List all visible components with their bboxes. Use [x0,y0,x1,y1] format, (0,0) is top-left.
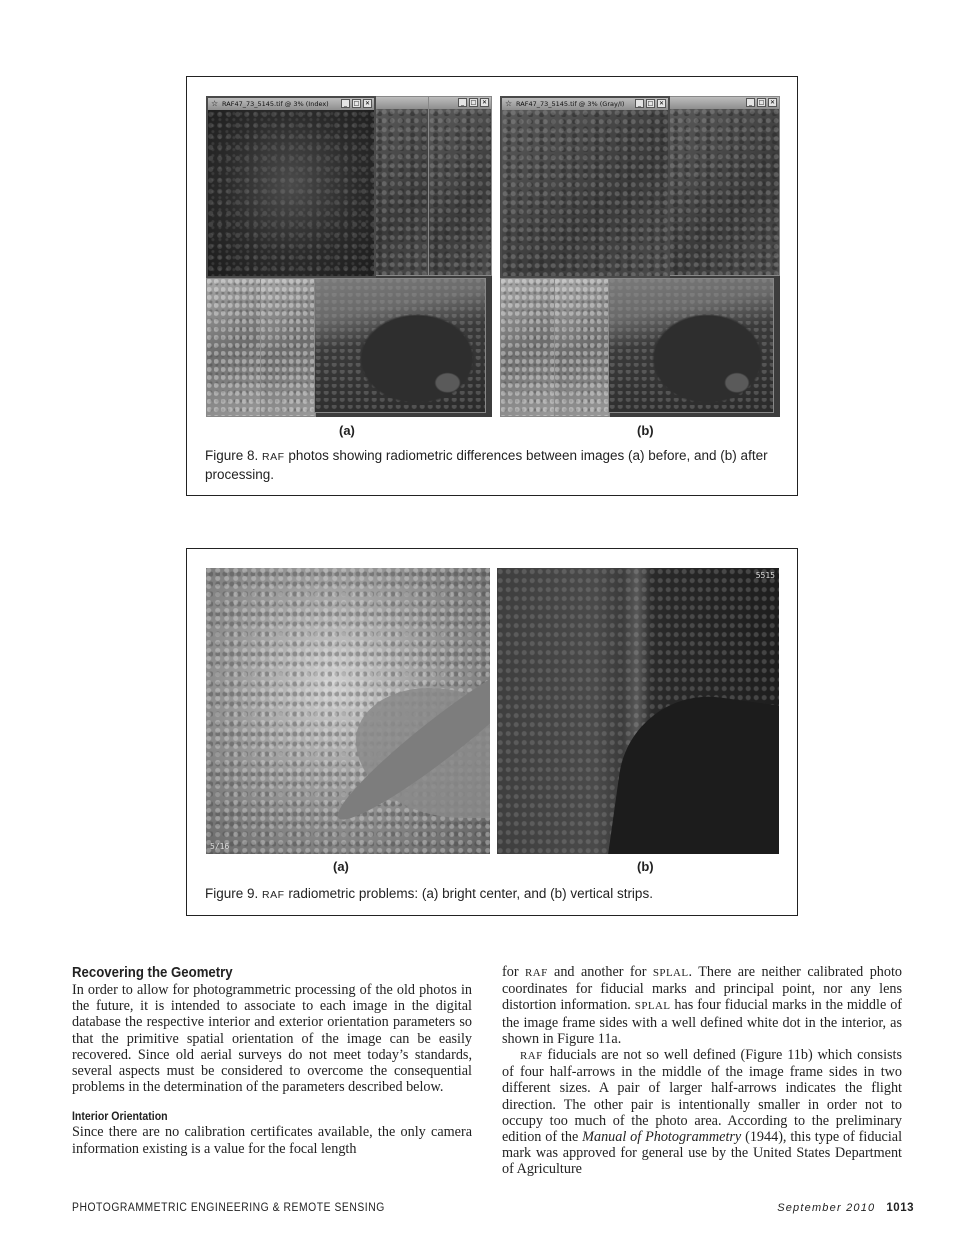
aerial-image [502,110,668,276]
minimize-icon[interactable]: _ [341,99,350,108]
background-window [260,278,316,417]
paragraph [502,964,902,1047]
close-icon[interactable]: ✕ [769,99,776,106]
paragraph: Since there are no calibration certificates available, the only camera information existing is a value for the focal length [72,1124,472,1157]
minimize-icon[interactable]: _ [458,98,467,107]
acronym: RAF [524,967,548,979]
subfigure-label-b: (b) [637,423,654,438]
photoshop-icon: ☆ [505,99,513,108]
minimize-icon[interactable]: _ [746,98,755,107]
acronym: RAF [520,1050,543,1063]
maximize-icon[interactable]: □ [647,100,654,107]
window-title: RAF47_73_5145.tif @ 3% (Index) [222,100,329,108]
figure-9 [186,548,798,916]
aerial-image [501,279,555,416]
section-heading: Recovering the Geometry [72,964,233,981]
caption-prefix: Figure 8. [205,448,259,463]
acronym: SPLAL [652,967,689,979]
window-titlebar[interactable] [502,98,668,110]
maximize-icon[interactable]: □ [353,100,360,107]
figure-9b-photo [497,568,779,854]
text-run: for [502,964,519,980]
photo-number: 5515 [755,571,775,580]
maximize-icon[interactable]: □ [758,99,765,106]
figure-8 [186,76,798,496]
text-run: and another for [554,964,647,980]
aerial-image [261,279,315,416]
aerial-image [555,279,609,416]
journal-name: PHOTOGRAMMETRIC ENGINEERING & REMOTE SENSING [72,1202,385,1214]
text-run: has four fiducial marks in the middle of the image frame sides with a well defined white dot in the interior, as shown in Figure 11a. [502,997,903,1047]
active-window[interactable] [500,96,670,278]
figure-9-caption [205,885,775,904]
caption-prefix: Figure 9. [205,886,259,901]
issue-date: September 2010 [777,1202,876,1214]
aerial-image [208,110,374,276]
aerial-image [315,279,485,412]
subfigure-label-a: (a) [339,423,355,438]
aerial-image [429,109,491,275]
book-title: Manual of Photogrammetry [582,1129,742,1146]
background-window [206,278,262,417]
aerial-image [207,279,261,416]
background-window [314,278,486,413]
background-window [500,278,556,417]
window-titlebar [373,97,431,109]
right-column [502,964,902,1178]
acronym: SPLAL [634,1000,671,1013]
aerial-image [669,109,779,275]
close-icon[interactable]: ✕ [658,100,665,107]
window-titlebar [669,97,779,109]
figure-9a-photo [206,568,490,854]
left-column [72,964,472,1157]
background-window [372,96,432,276]
subsection-heading: Interior Orientation [72,1109,168,1124]
background-window [428,96,492,276]
paragraph: In order to allow for photogrammetric processing of the old photos in the future, it is intended to associate to each image in the digital database the respective interior and exterior orientation parameters so that the primitive spatial orientation of the image can be easily recovered. Since old aerial surveys do not meet today’s standards, several aspects must be considered to overcome the consequential problems in the determination of the parameters described below. [72,982,472,1096]
caption-acronym: RAF [262,451,285,463]
caption-text: photos showing radiometric differences between images (a) before, and (b) after processing. [205,448,768,482]
background-window [554,278,610,417]
background-window [668,96,780,276]
active-window[interactable] [206,96,376,278]
text-run: . There are neither calibrated photo coordinates for fiducial marks and principal point, nor any lens distortion information. [502,964,903,1014]
maximize-icon[interactable]: □ [470,99,477,106]
window-titlebar[interactable] [208,98,374,110]
paragraph [502,1047,902,1178]
figure-8b-screenshot [500,96,780,417]
figure-8a-screenshot [206,96,492,417]
text-run: fiducials are not so well defined (Figure 11b) which consists of four half-arrows in the middle of the image frame sides in two different sizes. A pair of larger half-arrows indicates the flight direction. The other pair is intentionally smaller in order not to occupy too much of the photo area. According to the preliminary edition of the [502,1047,903,1146]
close-icon[interactable]: ✕ [481,99,488,106]
window-titlebar [429,97,491,109]
figure-8-caption [205,447,775,483]
background-window [608,278,774,413]
subfigure-label-a: (a) [333,859,349,874]
caption-text: radiometric problems: (a) bright center, and (b) vertical strips. [288,886,653,901]
text-run: (1944), this type of fiducial mark was approved for general use by the United States Department of Agriculture [502,1129,903,1178]
subfigure-label-b: (b) [637,859,654,874]
footer-right [777,1202,914,1214]
caption-acronym: RAF [262,889,285,901]
aerial-image [373,109,431,275]
close-icon[interactable]: ✕ [364,100,371,107]
window-title: RAF47_73_5145.tif @ 3% (Gray/I) [516,100,625,108]
photo-number: 5/16 [210,842,230,851]
aerial-image [609,279,773,412]
page-number: 1013 [886,1202,914,1214]
minimize-icon[interactable]: _ [635,99,644,108]
photoshop-icon: ☆ [211,99,219,108]
